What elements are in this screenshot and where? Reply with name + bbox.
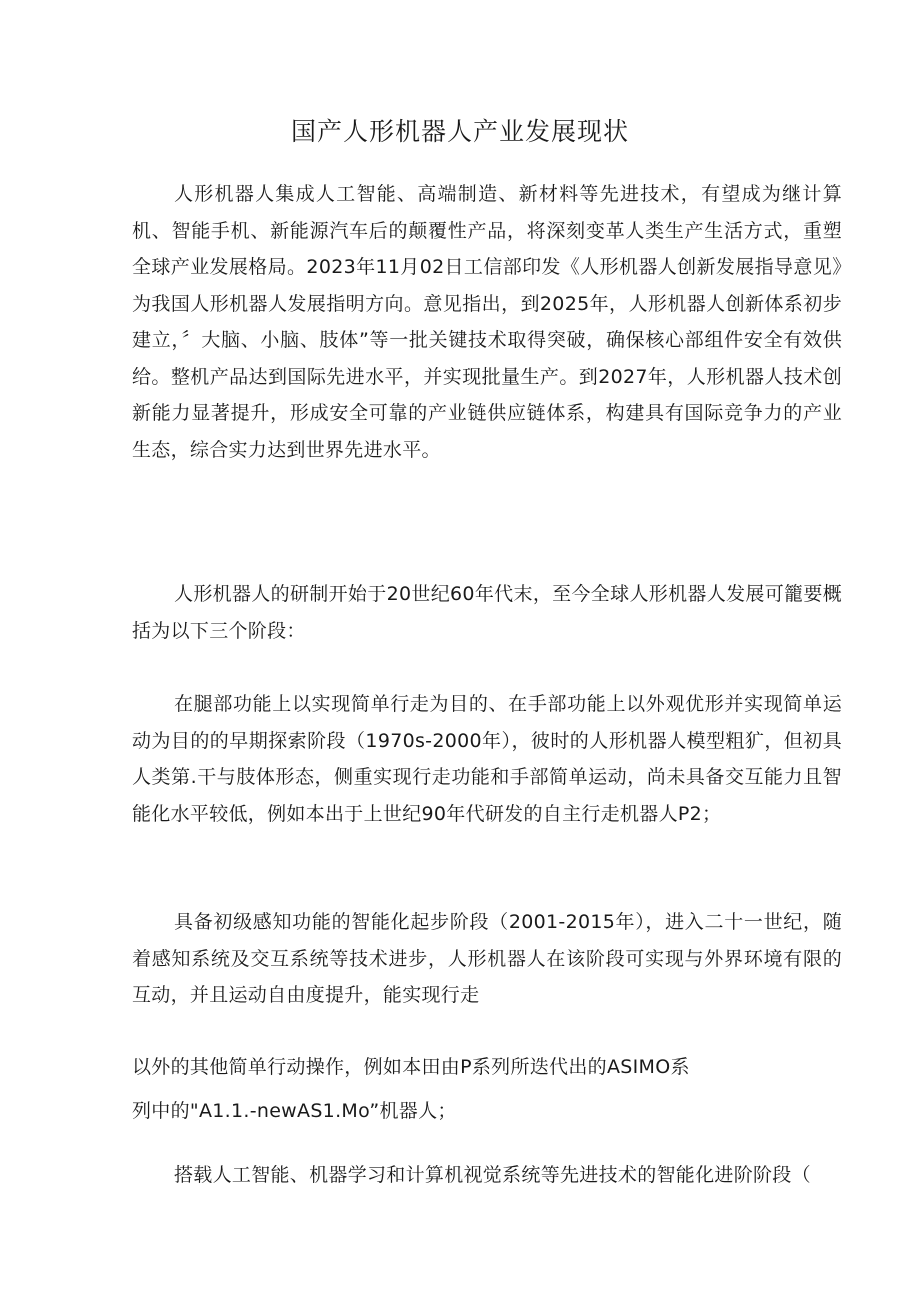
paragraph-intelligent-start-stage-continued-2: 列中的"A1.1.-newAS1.Mo”机器人；: [132, 1100, 457, 1122]
document-title: 国产人形机器人产业发展现状: [290, 117, 629, 146]
paragraph-policy-overview: 人形机器人集成人工智能、高端制造、新材料等先进技术，有望成为继计算机、智能手机、新能源汽车后的颠覆性产品，将深刻变革人类生产生活方式，重塑全球产业发展格局。2023年11月02日工信部印发《人形机器人创新发展指导意见》为我国人形机器人发展指明方向。意见指出，到2025年，人形机器人创新体系初步建立，〞大脑、小脑、肢体”等一批关键技术取得突破，确保核心部组件安全有效供给。整机产品达到国际先进水平，并实现批量生产。到2027年，人形机器人技术创新能力显著提升，形成安全可靠的产业链供应链体系，构建具有国际竞争力的产业生态，综合实力达到世界先进水平。: [132, 183, 842, 461]
paragraph-intelligent-advanced-stage: 搭载人工智能、机器学习和计算机视觉系统等先进技术的智能化进阶阶段（: [174, 1164, 811, 1186]
paragraph-development-stages-intro: 人形机器人的研制开始于20世纪60年代末，至今全球人形机器人发展可籠要概括为以下三个阶段：: [132, 583, 842, 642]
paragraph-intelligent-start-stage-continued-1: 以外的其他简单行动操作，例如本田由P系列所迭代出的ASIMO系: [132, 1056, 690, 1078]
paragraph-early-exploration-stage: 在腿部功能上以实现简单行走为目的、在手部功能上以外观优形并实现简单运动为目的的早期探索阶段（1970s-2000年），彼时的人形机器人模型粗犷，但初具人类第.干与肢体形态，侧重实现行走功能和手部简单运动，尚未具备交互能力且智能化水平较低，例如本出于上世纪90年代研发的自主行走机器人P2；: [132, 693, 842, 825]
paragraph-intelligent-start-stage: 具备初级感知功能的智能化起步阶段（2001-2015年），进入二十一世纪，随着感知系统及交互系统等技术进步，人形机器人在该阶段可实现与外界环境有限的互动，并且运动自由度提升，能实现行走: [132, 911, 842, 1006]
